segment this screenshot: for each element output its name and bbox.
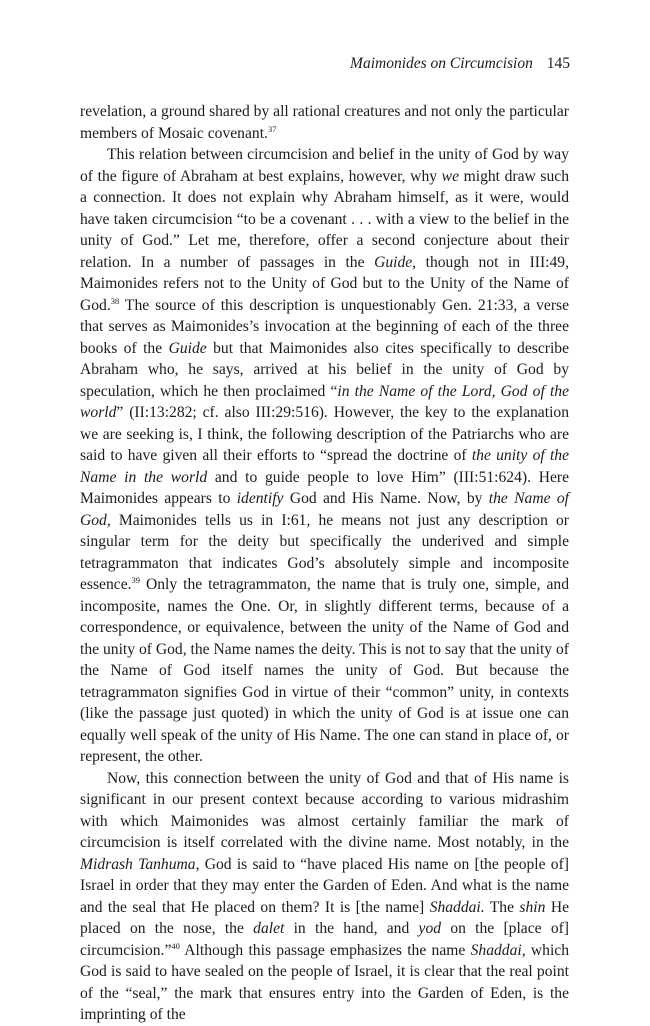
- italic-text: shin: [519, 898, 546, 916]
- italic-text: Shaddai.: [429, 898, 485, 916]
- footnote-marker: 39: [131, 575, 141, 585]
- paragraph-text: which God is said to have sealed on the people of Israel, it is clear that the real point of the “seal,” the mark that ensures entry into the Garden of Eden, is the imprinting of the: [80, 941, 569, 1023]
- paragraph-text: The source of this description is unquestionably Gen. 21:33, a verse that serves as Maimonides’s invocation at the beginning of each of the three books of the: [80, 296, 569, 357]
- italic-text: Shaddai,: [470, 941, 526, 959]
- italic-text: the Name of God,: [80, 490, 569, 529]
- italic-text: identify: [236, 490, 284, 507]
- italic-text: yod: [418, 920, 442, 937]
- paragraph-text: and to guide people to love Him” (III:51:624). Here Maimonides appears to: [80, 468, 570, 507]
- paragraph: [80, 101, 569, 144]
- paragraph-text: The: [484, 898, 520, 916]
- paragraph-text: Maimonides tells us in I:61, he means not just any description or singular term for the deity but specifically the underived and simple tetragrammaton that indicates God’s absolutely simple and incomposite essence.: [80, 511, 569, 593]
- paragraph-text: though not in III:49, Maimonides refers not to the Unity of God but to the Unity of the Name of God.: [80, 253, 569, 314]
- paragraph-text: on the [place of] circumcision.”: [80, 920, 570, 959]
- paragraph-text: ” (II:13:282; cf. also III:29:516). However, the key to the explanation we are seeking is, I think, the following description of the Patriarchs who are said to have given all their efforts to “spread the doctrine of: [80, 404, 569, 464]
- paragraph-text: Now, this connection between the unity of God and that of His name is significant in our present context because according to various midrashim with which Maimonides was almost certainly familiar the mark of circumcision is itself correlated with the divine name. Most notably, in the: [80, 769, 569, 851]
- paragraph-text: Although this passage emphasizes the name: [179, 941, 471, 959]
- paragraph-text: God is said to “have placed His name on [the people of] Israel in order that they may enter the Garden of Eden. And what is the name and the seal that He placed on them? It is [the name]: [80, 855, 569, 916]
- running-head: [350, 54, 570, 74]
- paragraph-text: might draw such a connection. It does not explain why Abraham himself, as it were, would have taken circumcision “to be a covenant . . . with a view to the belief in the unity of God.” Let me, therefore, offer a second conjecture about their relation. In a number of passages in the: [80, 167, 569, 271]
- paragraph: [80, 144, 569, 768]
- italic-text: in the Name of the Lord, God of the world: [80, 382, 569, 421]
- paragraph: [80, 768, 569, 1026]
- paragraph-text: He placed on the nose, the: [80, 898, 569, 937]
- italic-text: Midrash Tanhuma,: [80, 855, 200, 873]
- body-text: [80, 101, 569, 1026]
- italic-text: we: [441, 167, 459, 185]
- footnote-marker: 40: [171, 940, 180, 951]
- paragraph-text: revelation, a ground shared by all rational creatures and not only the particular members of Mosaic covenant.: [80, 103, 569, 142]
- italic-text: the unity of the Name in the world: [80, 447, 569, 486]
- paragraph-text: This relation between circumcision and belief in the unity of God by way of the figure of Abraham at best explains, however, why: [80, 146, 569, 185]
- running-head-title: Maimonides on Circumcision: [350, 55, 533, 72]
- italic-text: dalet: [253, 920, 285, 937]
- italic-text: Guide: [168, 339, 207, 357]
- paragraph-text: Only the tetragrammaton, the name that is truly one, simple, and incomposite, names the One. Or, in slightly different terms, because of a correspondence, or equivalence, between the unity of the Name of God and the unity of God, the Name names the deity. This is not to say that the unity of the Name of God itself names the unity of God. But because the tetragrammaton signifies God in virtue of their “common” unity, in contexts (like the passage just quoted) in which the unity of God is at issue one can equally well speak of the unity of His Name. The one can stand in place of, or represent, the other.: [80, 576, 569, 765]
- page-number: 145: [546, 55, 570, 72]
- paragraph-text: God and His Name. Now, by: [283, 490, 489, 507]
- paragraph-text: but that Maimonides also cites specifically to describe Abraham who, he says, arrived at his belief in the unity of God by speculation, which he then proclaimed “: [80, 339, 569, 400]
- footnote-marker: 38: [110, 295, 120, 306]
- paragraph-text: in the hand, and: [284, 920, 419, 937]
- footnote-marker: 37: [267, 123, 277, 134]
- italic-text: Guide,: [374, 253, 417, 271]
